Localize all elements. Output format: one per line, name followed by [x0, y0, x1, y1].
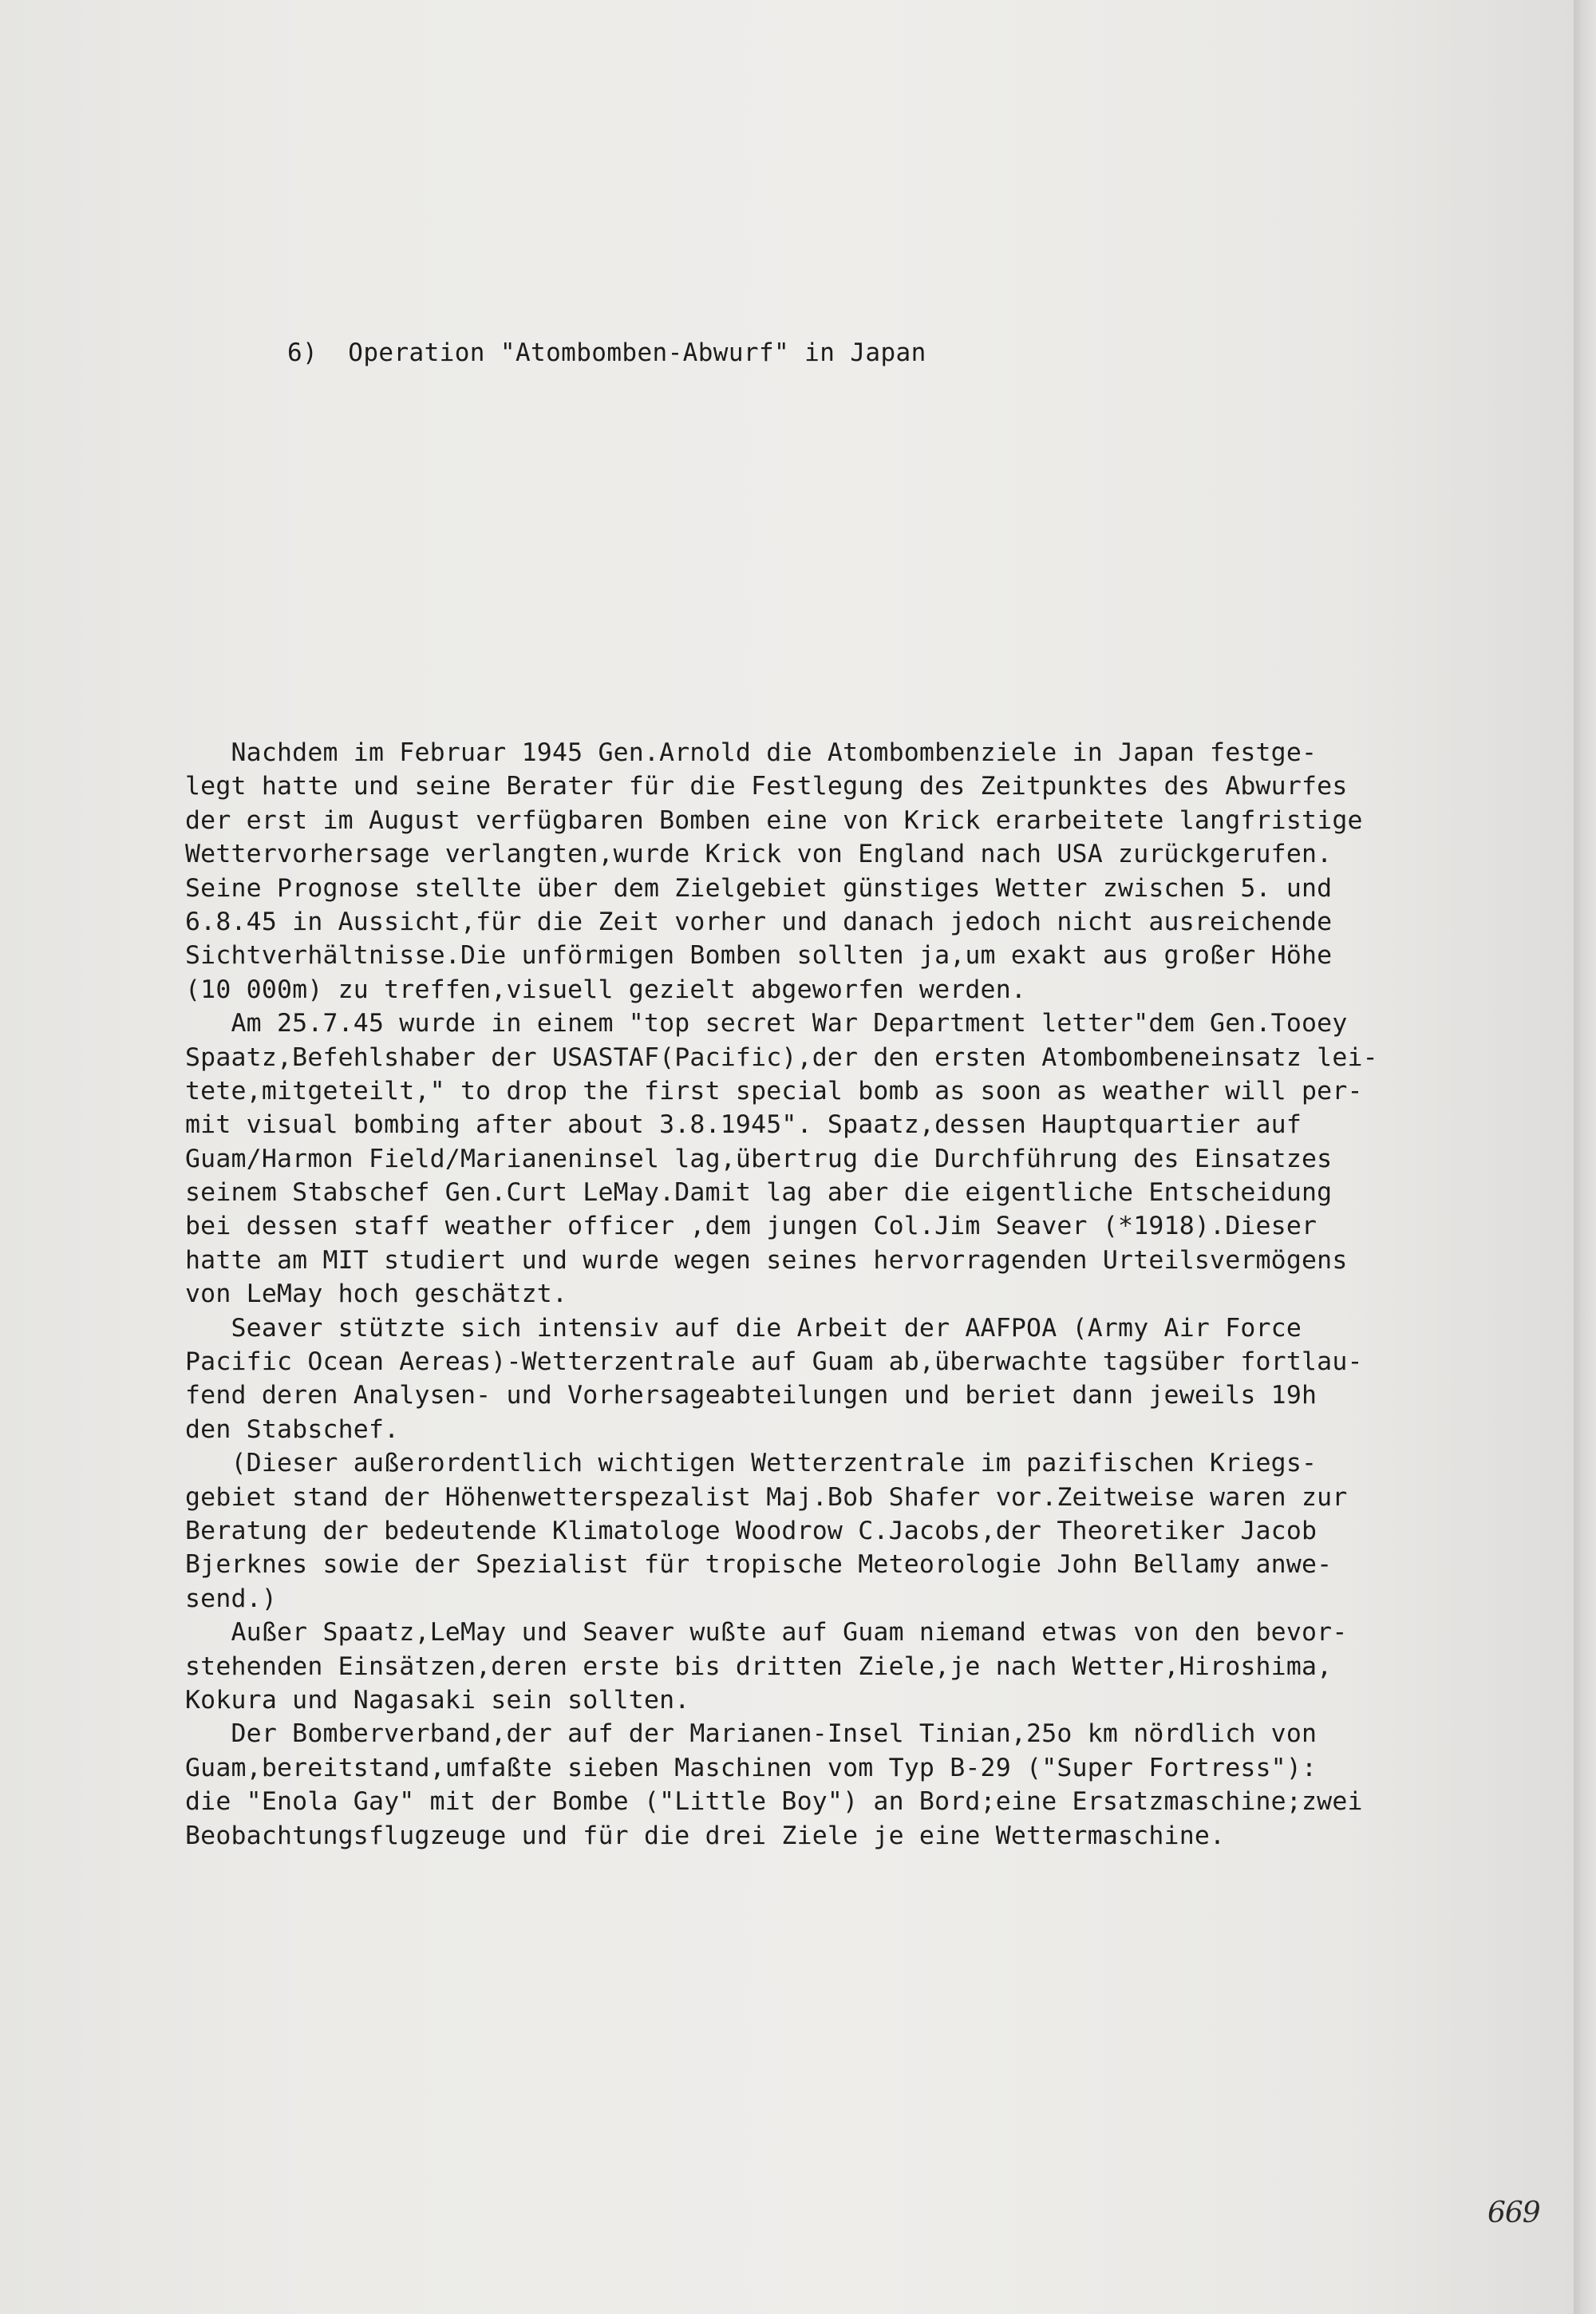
text-line: bei dessen staff weather officer ,dem jungen Col.Jim Seaver (*1918).Dieser	[185, 1212, 1317, 1241]
text-line: seinem Stabschef Gen.Curt LeMay.Damit lag aber die eigentliche Entscheidung	[185, 1178, 1333, 1208]
text-line: von LeMay hoch geschätzt.	[185, 1280, 568, 1309]
text-line: Bjerknes sowie der Spezialist für tropische Meteorologie John Bellamy anwe-	[185, 1550, 1333, 1580]
text-line: Am 25.7.45 wurde in einem "top secret War Department letter"dem Gen.Tooey	[185, 1009, 1348, 1038]
text-line: send.)	[185, 1584, 277, 1613]
text-line: den Stabschef.	[185, 1414, 400, 1444]
page-number: 669	[1487, 2197, 1540, 2229]
text-line: mit visual bombing after about 3.8.1945". Spaatz,dessen Hauptquartier auf	[185, 1110, 1302, 1140]
text-line: Spaatz,Befehlshaber der USASTAF(Pacific),der den ersten Atombombeneinsatz lei-	[185, 1042, 1378, 1072]
text-line: Beobachtungsflugzeuge und für die drei Ziele je eine Wettermaschine.	[185, 1821, 1226, 1850]
text-line: 6.8.45 in Aussicht,für die Zeit vorher und danach jedoch nicht ausreichende	[185, 907, 1333, 936]
text-line: tete,mitgeteilt," to drop the first special bomb as soon as weather will per-	[185, 1076, 1363, 1106]
text-line: der erst im August verfügbaren Bomben eine von Krick erarbeitete langfristige	[185, 805, 1363, 835]
text-line: Pacific Ocean Aereas)-Wetterzentrale auf Guam ab,überwachte tagsüber fortlau-	[185, 1347, 1363, 1377]
body-text	[185, 736, 1510, 1853]
text-line: Guam,bereitstand,umfaßte sieben Maschinen vom Typ B-29 ("Super Fortress"):	[185, 1753, 1317, 1782]
text-line: die "Enola Gay" mit der Bombe ("Little Boy") an Bord;eine Ersatzmaschine;zwei	[185, 1787, 1363, 1817]
text-line: fend deren Analysen- und Vorhersageabteilungen und beriet dann jeweils 19h	[185, 1381, 1317, 1410]
text-line: Wettervorhersage verlangten,wurde Krick von England nach USA zurückgerufen.	[185, 840, 1333, 869]
text-line: Kokura und Nagasaki sein sollten.	[185, 1685, 690, 1715]
text-line: stehenden Einsätzen,deren erste bis dritten Ziele,je nach Wetter,Hiroshima,	[185, 1651, 1333, 1681]
text-line: (10 000m) zu treffen,visuell gezielt abgeworfen werden.	[185, 975, 1027, 1004]
text-line: Außer Spaatz,LeMay und Seaver wußte auf Guam niemand etwas von den bevor-	[185, 1618, 1348, 1647]
text-line: Guam/Harmon Field/Marianeninsel lag,übertrug die Durchführung des Einsatzes	[185, 1144, 1333, 1173]
text-line: Beratung der bedeutende Klimatologe Woodrow C.Jacobs,der Theoretiker Jacob	[185, 1516, 1317, 1545]
text-line: Nachdem im Februar 1945 Gen.Arnold die Atombombenziele in Japan festge-	[185, 738, 1317, 767]
text-line: Sichtverhältnisse.Die unförmigen Bomben sollten ja,um exakt aus großer Höhe	[185, 941, 1333, 971]
text-line: gebiet stand der Höhenwetterspezalist Maj.Bob Shafer vor.Zeitweise waren zur	[185, 1482, 1348, 1512]
section-heading: 6) Operation "Atombomben-Abwurf" in Japan	[287, 338, 926, 367]
text-line: legt hatte und seine Berater für die Festlegung des Zeitpunktes des Abwurfes	[185, 772, 1348, 801]
text-line: Seaver stützte sich intensiv auf die Arbeit der AAFPOA (Army Air Force	[185, 1313, 1302, 1343]
page-edge	[1574, 0, 1596, 2314]
text-line: Seine Prognose stellte über dem Zielgebiet günstiges Wetter zwischen 5. und	[185, 873, 1333, 903]
text-line: (Dieser außerordentlich wichtigen Wetterzentrale im pazifischen Kriegs-	[185, 1449, 1317, 1478]
text-line: hatte am MIT studiert und wurde wegen seines hervorragenden Urteilsvermögens	[185, 1245, 1348, 1275]
text-line: Der Bomberverband,der auf der Marianen-Insel Tinian,25o km nördlich von	[185, 1719, 1317, 1749]
